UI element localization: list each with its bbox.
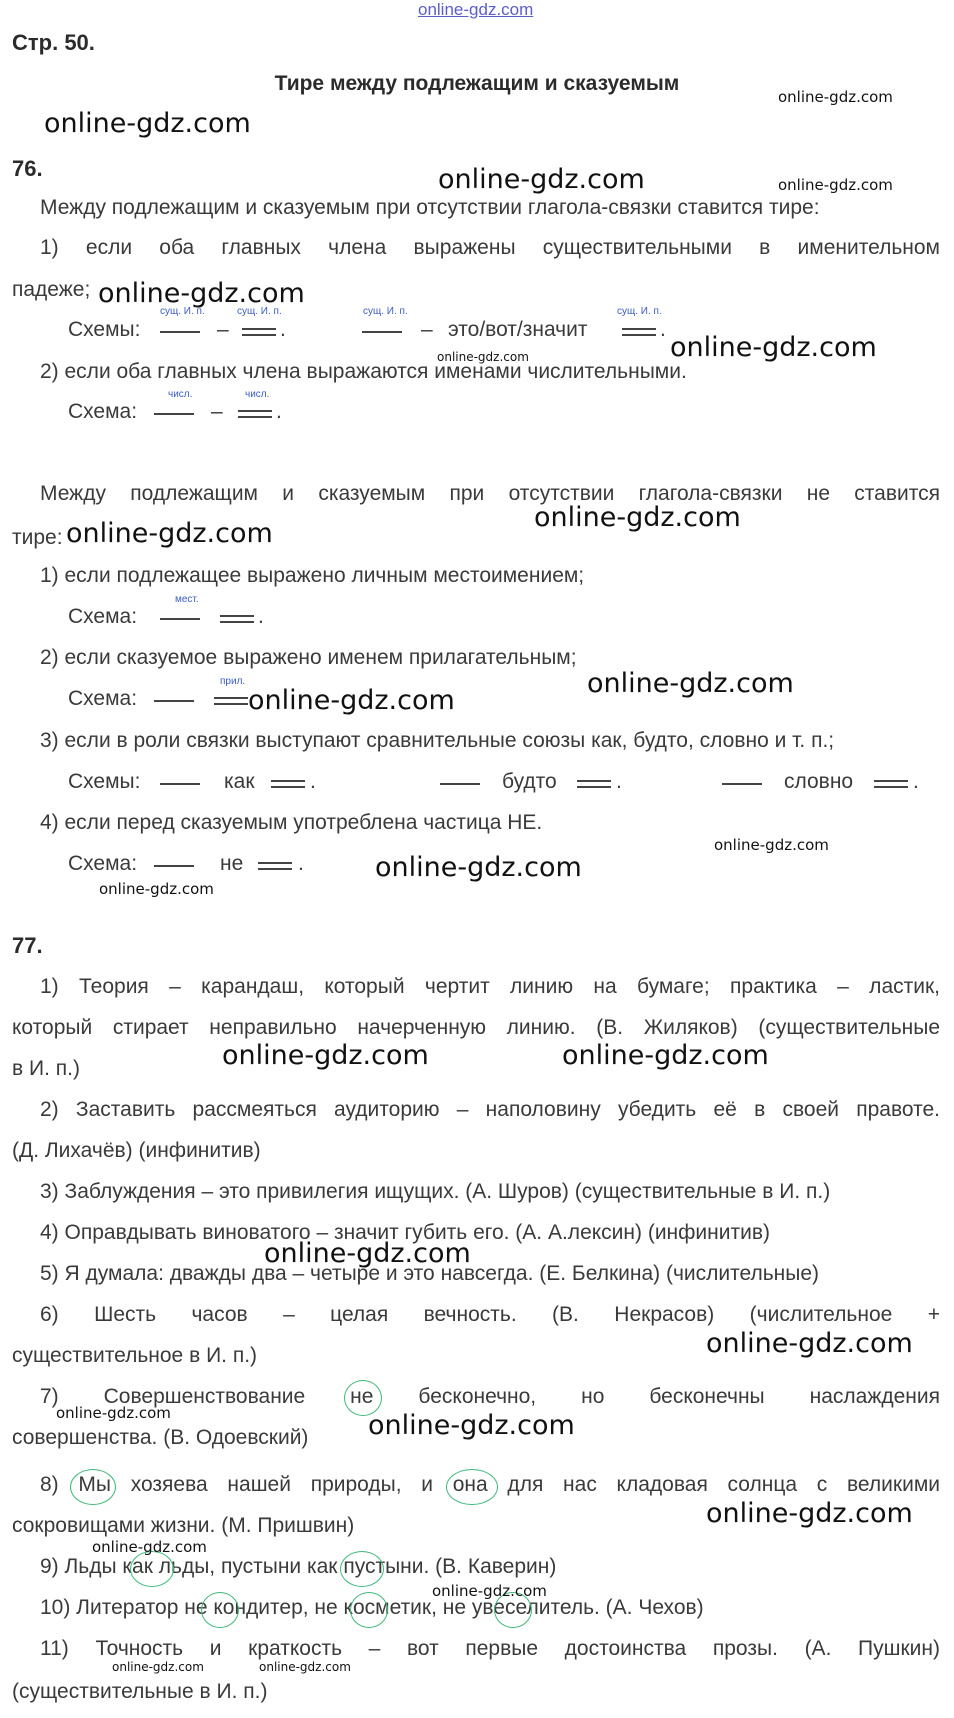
subject-line [154, 700, 194, 702]
scheme-dash: – [421, 318, 433, 341]
scheme-label: Схема: [68, 687, 138, 710]
watermark: online-gdz.com [432, 1582, 547, 1600]
sentence-7-line1: 7) Совершенствование не бесконечно, но бесконечны наслаждения [40, 1385, 940, 1408]
watermark: online-gdz.com [98, 278, 305, 309]
task-76-number: 76. [12, 156, 43, 181]
ne-circle-mark [201, 1592, 239, 1628]
scheme-label: Схема: [68, 400, 138, 423]
predicate-double-line [622, 328, 656, 336]
subject-line [160, 618, 200, 620]
scheme-label-noun: сущ. И. п. [237, 306, 282, 317]
scheme-eto-vot-znachit: это/вот/значит [448, 318, 588, 341]
subject-line [722, 783, 762, 785]
ona-circle-mark [446, 1469, 498, 1505]
sentence-11-line2: (существительные в И. п.) [12, 1680, 268, 1703]
scheme-dot: . [310, 770, 316, 793]
watermark: online-gdz.com [714, 836, 829, 854]
scheme-label: Схема: [68, 605, 138, 628]
sentence-2-line2: (Д. Лихачёв) (инфинитив) [12, 1139, 261, 1162]
scheme-label-noun: сущ. И. п. [160, 306, 205, 317]
sentence-7-line2: совершенства. (В. Одоевский) [12, 1426, 309, 1449]
sentence-6-line2: существительное в И. п.) [12, 1344, 258, 1367]
sentence-10: 10) Литератор не кондитер, не косметик, не увеселитель. (А. Чехов) [40, 1596, 704, 1619]
watermark: online-gdz.com [66, 518, 273, 549]
rule-nodash-4: 4) если перед сказуемым употреблена частица НЕ. [40, 811, 543, 834]
watermark: online-gdz.com [437, 350, 529, 364]
schemes-label: Схемы: [68, 770, 141, 793]
watermark: online-gdz.com [259, 1660, 351, 1674]
scheme-dot: . [298, 852, 304, 875]
scheme-dot: . [913, 770, 919, 793]
watermark: online-gdz.com [375, 852, 582, 883]
section-title: Тире между подлежащим и сказуемым [274, 72, 680, 95]
rule-dash-1-line2: падеже; [12, 278, 91, 301]
rule-nodash-2: 2) если сказуемое выражено именем прилагательным; [40, 646, 577, 669]
scheme-dot: . [258, 605, 264, 628]
rule-nodash-1: 1) если подлежащее выражено личным местоимением; [40, 564, 585, 587]
watermark: online-gdz.com [56, 1404, 171, 1422]
scheme-label-adjective: прил. [220, 676, 246, 687]
scheme-label-noun: сущ. И. п. [363, 306, 408, 317]
ne-circle-mark [350, 1592, 388, 1628]
my-circle-mark [70, 1469, 116, 1505]
page-number: Стр. 50. [12, 30, 95, 55]
predicate-double-line [242, 328, 276, 336]
predicate-double-line [577, 780, 611, 788]
subject-line [154, 413, 194, 415]
subject-line [154, 865, 194, 867]
rule-dash-1-line1: 1) если оба главных члена выражены существительными в именительном [40, 236, 940, 259]
subject-line [160, 331, 200, 333]
sentence-2-line1: 2) Заставить рассмеяться аудиторию – наполовину убедить её в своей правоте. [40, 1098, 940, 1121]
sentence-1-line3: в И. п.) [12, 1057, 80, 1080]
sentence-1-line1: 1) Теория – карандаш, который чертит линию на бумаге; практика – ластик, [40, 975, 940, 998]
rule-dash-2: 2) если оба главных члена выражаются именами числительными. [40, 360, 687, 383]
scheme-budto: будто [502, 770, 557, 793]
watermark: online-gdz.com [44, 108, 251, 139]
predicate-double-line [214, 697, 248, 705]
watermark: online-gdz.com [438, 164, 645, 195]
sentence-9: 9) Льды как льды, пустыни как пустыни. (В. Каверин) [40, 1555, 557, 1578]
watermark: online-gdz.com [99, 880, 214, 898]
kak-circle-mark [340, 1551, 384, 1587]
subject-line [160, 783, 200, 785]
watermark: online-gdz.com [562, 1040, 769, 1071]
watermark: online-gdz.com [670, 332, 877, 363]
watermark: online-gdz.com [222, 1040, 429, 1071]
kak-circle-mark [130, 1551, 174, 1587]
rule-nodash-intro-line2: тире: [12, 526, 63, 549]
watermark: online-gdz.com [92, 1538, 207, 1556]
watermark: online-gdz.com [587, 668, 794, 699]
scheme-dot: . [280, 318, 286, 341]
watermark: online-gdz.com [706, 1328, 913, 1359]
scheme-label-noun: сущ. И. п. [617, 306, 662, 317]
watermark: online-gdz.com [706, 1498, 913, 1529]
scheme-kak: как [224, 770, 255, 793]
rule-nodash-3: 3) если в роли связки выступают сравнительные союзы как, будто, словно и т. п.; [40, 729, 835, 752]
scheme-label-numeral: числ. [245, 389, 270, 400]
predicate-double-line [238, 410, 272, 418]
watermark: online-gdz.com [534, 502, 741, 533]
sentence-4: 4) Оправдывать виноватого – значит губить его. (А. А.лексин) (инфинитив) [40, 1221, 770, 1244]
rule-nodash-intro-line1: Между подлежащим и сказуемым при отсутствии глагола-связки не ставится [40, 482, 940, 505]
watermark: online-gdz.com [778, 88, 893, 106]
sentence-5: 5) Я думала: дважды два – четыре и это навсегда. (Е. Белкина) (числительные) [40, 1262, 820, 1285]
scheme-ne: не [220, 852, 244, 875]
scheme-label: Схема: [68, 852, 138, 875]
watermark: online-gdz.com [248, 685, 455, 716]
scheme-dot: . [616, 770, 622, 793]
subject-line [440, 783, 480, 785]
watermark: online-gdz.com [112, 1660, 204, 1674]
schemes-label: Схемы: [68, 318, 141, 341]
top-watermark-link[interactable]: online-gdz.com [418, 0, 534, 19]
scheme-slovno: словно [784, 770, 854, 793]
scheme-label-pronoun: мест. [175, 594, 199, 605]
sentence-1-line2: который стирает неправильно начерченную линию. (В. Жиляков) (существительные [12, 1016, 940, 1039]
predicate-double-line [874, 780, 908, 788]
predicate-double-line [258, 862, 292, 870]
predicate-double-line [220, 615, 254, 623]
watermark: online-gdz.com [264, 1238, 471, 1269]
sentence-8-line2: сокровищами жизни. (М. Пришвин) [12, 1514, 355, 1537]
watermark: online-gdz.com [368, 1410, 575, 1441]
sentence-6-line1: 6) Шесть часов – целая вечность. (В. Некрасов) (числительное + [40, 1303, 940, 1326]
sentence-8-line1: 8) Мы хозяева нашей природы, и она для нас кладовая солнца с великими [40, 1473, 940, 1496]
watermark: online-gdz.com [778, 176, 893, 194]
scheme-dash: – [211, 400, 223, 423]
sentence-3: 3) Заблуждения – это привилегия ищущих. (А. Шуров) (существительные в И. п.) [40, 1180, 831, 1203]
sentence-11-line1: 11) Точность и краткость – вот первые достоинства прозы. (А. Пушкин) [40, 1637, 940, 1660]
scheme-dot: . [276, 400, 282, 423]
scheme-dash: – [217, 318, 229, 341]
scheme-dot: . [660, 318, 666, 341]
scheme-label-numeral: числ. [168, 389, 193, 400]
subject-line [362, 331, 402, 333]
rule-dash-intro: Между подлежащим и сказуемым при отсутствии глагола-связки ставится тире: [40, 196, 820, 219]
task-77-number: 77. [12, 933, 43, 958]
predicate-double-line [271, 780, 305, 788]
